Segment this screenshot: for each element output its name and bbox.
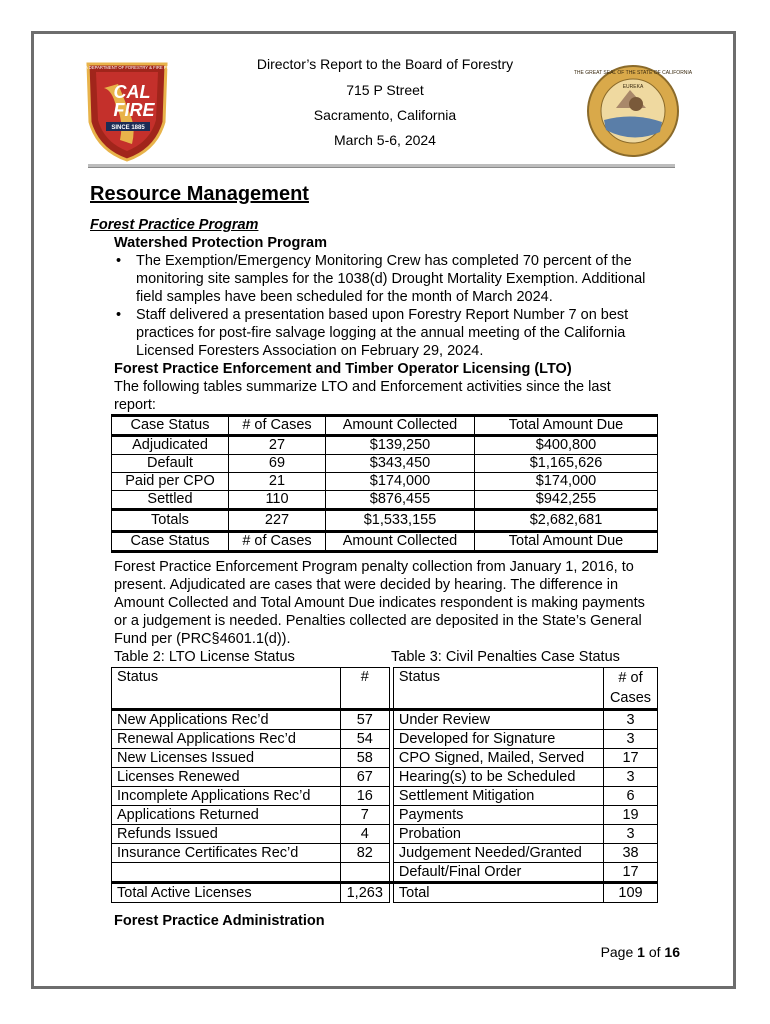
logo-fire-text: FIRE: [113, 100, 155, 120]
logo-since-text: SINCE 1885: [111, 125, 145, 131]
table-cell: New Applications Rec’d: [112, 710, 341, 730]
table-row: [112, 710, 658, 730]
table-cell: 7: [340, 806, 389, 825]
penalty-paragraph: [114, 558, 684, 648]
table-row: [112, 455, 658, 473]
header-divider: [88, 164, 675, 168]
table-cell: $942,255: [475, 491, 658, 510]
table-cell: [340, 863, 389, 883]
table-cell: 1,263: [340, 883, 389, 903]
table-cell: Adjudicated: [112, 436, 229, 455]
bullet-1-line: monitoring site samples for the 1038(d) Drought Mortality Exemption. Additional: [136, 271, 646, 287]
table-row: [112, 473, 658, 491]
table-cell: 58: [340, 749, 389, 768]
table-cell: 19: [604, 806, 658, 825]
table-cell: Probation: [393, 825, 603, 844]
table-cell: Paid per CPO: [112, 473, 229, 491]
paragraph-line: or a judgement is needed. Penalties collected are deposited in the State’s General: [114, 613, 642, 629]
lto-intro-line: report:: [114, 397, 156, 413]
table-cell: Settled: [112, 491, 229, 510]
enforcement-table: [111, 414, 658, 553]
section-title: Resource Management: [90, 183, 309, 205]
table-cell: Amount Collected: [326, 532, 475, 552]
table-cell: [112, 863, 341, 883]
table-cell: 109: [604, 883, 658, 903]
page-current: 1: [637, 944, 645, 960]
table-cell: Under Review: [393, 710, 603, 730]
table-row: [112, 844, 658, 863]
table-cell: 38: [604, 844, 658, 863]
bullet-dot: •: [116, 307, 122, 323]
table-cell: Renewal Applications Rec’d: [112, 730, 341, 749]
table-cell: $1,533,155: [326, 510, 475, 532]
bullet-1: [136, 252, 676, 306]
table-header-cell: #: [340, 668, 389, 710]
page-total: 16: [664, 944, 680, 960]
table-cell: 16: [340, 787, 389, 806]
logo-arc-text: CALIFORNIA DEPARTMENT OF FORESTRY & FIRE PROTECTION: [62, 65, 192, 70]
table-header-cell: # of Cases: [229, 416, 326, 436]
seal-eureka-text: EUREKA: [622, 84, 644, 90]
page-number: [560, 944, 680, 960]
table-cell: New Licenses Issued: [112, 749, 341, 768]
table-cell: 54: [340, 730, 389, 749]
table-row: [112, 749, 658, 768]
lto-intro: [114, 378, 674, 414]
table-cell: 3: [604, 710, 658, 730]
table-cell: 4: [340, 825, 389, 844]
bullet-dot: •: [116, 253, 122, 269]
table-cell: 17: [604, 863, 658, 883]
page-of: of: [648, 944, 661, 960]
table-cell: # of Cases: [229, 532, 326, 552]
paragraph-line: Fund per (PRC§4601.1(d)).: [114, 631, 291, 647]
table-header-row: [112, 668, 658, 710]
table-cell: Insurance Certificates Rec’d: [112, 844, 341, 863]
table-row: [112, 863, 658, 883]
table-row: [112, 491, 658, 510]
bullet-2-line: Licensed Foresters Association on February 29, 2024.: [136, 343, 484, 359]
table-cell: $174,000: [326, 473, 475, 491]
table-cell: Incomplete Applications Rec’d: [112, 787, 341, 806]
table-cell: $343,450: [326, 455, 475, 473]
table-header-cell: Status: [393, 668, 603, 710]
table2-caption: Table 2: LTO License Status: [114, 649, 295, 665]
table-cell: 17: [604, 749, 658, 768]
table-row: [112, 436, 658, 455]
header-date: March 5-6, 2024: [334, 132, 436, 148]
table-totals-row: [112, 510, 658, 532]
table-cell: Totals: [112, 510, 229, 532]
table-cell: 3: [604, 768, 658, 787]
table-cell: $174,000: [475, 473, 658, 491]
header-address: 715 P Street: [346, 82, 424, 98]
table-cell: CPO Signed, Mailed, Served: [393, 749, 603, 768]
table-header-cell: Amount Collected: [326, 416, 475, 436]
table-totals-row: [112, 883, 658, 903]
lto-heading: Forest Practice Enforcement and Timber Operator Licensing (LTO): [114, 361, 572, 377]
seal-arc-text: THE GREAT SEAL OF THE STATE OF CALIFORNIA: [573, 70, 693, 76]
table3-caption: Table 3: Civil Penalties Case Status: [391, 649, 620, 665]
table-cell: Default: [112, 455, 229, 473]
table-cell: Total Active Licenses: [112, 883, 341, 903]
admin-heading: Forest Practice Administration: [114, 913, 325, 929]
table-cell: Total: [393, 883, 603, 903]
watershed-heading: Watershed Protection Program: [114, 235, 327, 251]
bullet-1-line: The Exemption/Emergency Monitoring Crew has completed 70 percent of the: [136, 253, 632, 269]
page-prefix: Page: [600, 944, 634, 960]
lto-intro-line: The following tables summarize LTO and Enforcement activities since the last: [114, 379, 611, 395]
table-footer-row: [112, 532, 658, 552]
table-cell: 69: [229, 455, 326, 473]
table-cell: 67: [340, 768, 389, 787]
table-cell: $2,682,681: [475, 510, 658, 532]
table-cell: Settlement Mitigation: [393, 787, 603, 806]
table-row: [112, 825, 658, 844]
table-cell: 6: [604, 787, 658, 806]
table-cell: Licenses Renewed: [112, 768, 341, 787]
header-city: Sacramento, California: [313, 107, 457, 123]
paragraph-line: Amount Collected and Total Amount Due indicates respondent is making payments: [114, 595, 645, 611]
paragraph-line: present. Adjudicated are cases that were decided by hearing. The difference in: [114, 577, 619, 593]
table-cell: $876,455: [326, 491, 475, 510]
table-cell: 82: [340, 844, 389, 863]
table-cell: Payments: [393, 806, 603, 825]
table-cell: Hearing(s) to be Scheduled: [393, 768, 603, 787]
header-title: Director’s Report to the Board of Forestry: [256, 56, 514, 72]
table-cell: 21: [229, 473, 326, 491]
subsection-title: Forest Practice Program: [90, 217, 259, 233]
table-header-cell: Case Status: [112, 416, 229, 436]
table-row: [112, 787, 658, 806]
table-cell: 27: [229, 436, 326, 455]
table-row: [112, 730, 658, 749]
table-row: [112, 806, 658, 825]
table-cell: 3: [604, 825, 658, 844]
table-cell: Developed for Signature: [393, 730, 603, 749]
table-cell: 227: [229, 510, 326, 532]
table-cell: Judgement Needed/Granted: [393, 844, 603, 863]
paragraph-line: Forest Practice Enforcement Program penalty collection from January 1, 2016, to: [114, 559, 634, 575]
table-cell: Refunds Issued: [112, 825, 341, 844]
bullet-2: [136, 306, 676, 360]
bullet-2-line: Staff delivered a presentation based upon Forestry Report Number 7 on best: [136, 307, 629, 323]
table-cell: Total Amount Due: [475, 532, 658, 552]
license-and-penalties-table: [111, 667, 658, 903]
table-cell: $139,250: [326, 436, 475, 455]
bullet-2-line: practices for post-fire salvage logging at the annual meeting of the California: [136, 325, 626, 341]
table-cell: Default/Final Order: [393, 863, 603, 883]
table-cell: 3: [604, 730, 658, 749]
table-cell: $1,165,626: [475, 455, 658, 473]
table-cell: Applications Returned: [112, 806, 341, 825]
logo-cal-text: CAL: [113, 82, 151, 102]
table-cell: Case Status: [112, 532, 229, 552]
table-cell: $400,800: [475, 436, 658, 455]
table-header-cell: # of Cases: [604, 668, 658, 710]
table-header-cell: Status: [112, 668, 341, 710]
table-header-row: [112, 416, 658, 436]
table-cell: 57: [340, 710, 389, 730]
table-header-cell: Total Amount Due: [475, 416, 658, 436]
table-cell: 110: [229, 491, 326, 510]
table-row: [112, 768, 658, 787]
bullet-1-line: field samples have been scheduled for the month of March 2024.: [136, 289, 553, 305]
